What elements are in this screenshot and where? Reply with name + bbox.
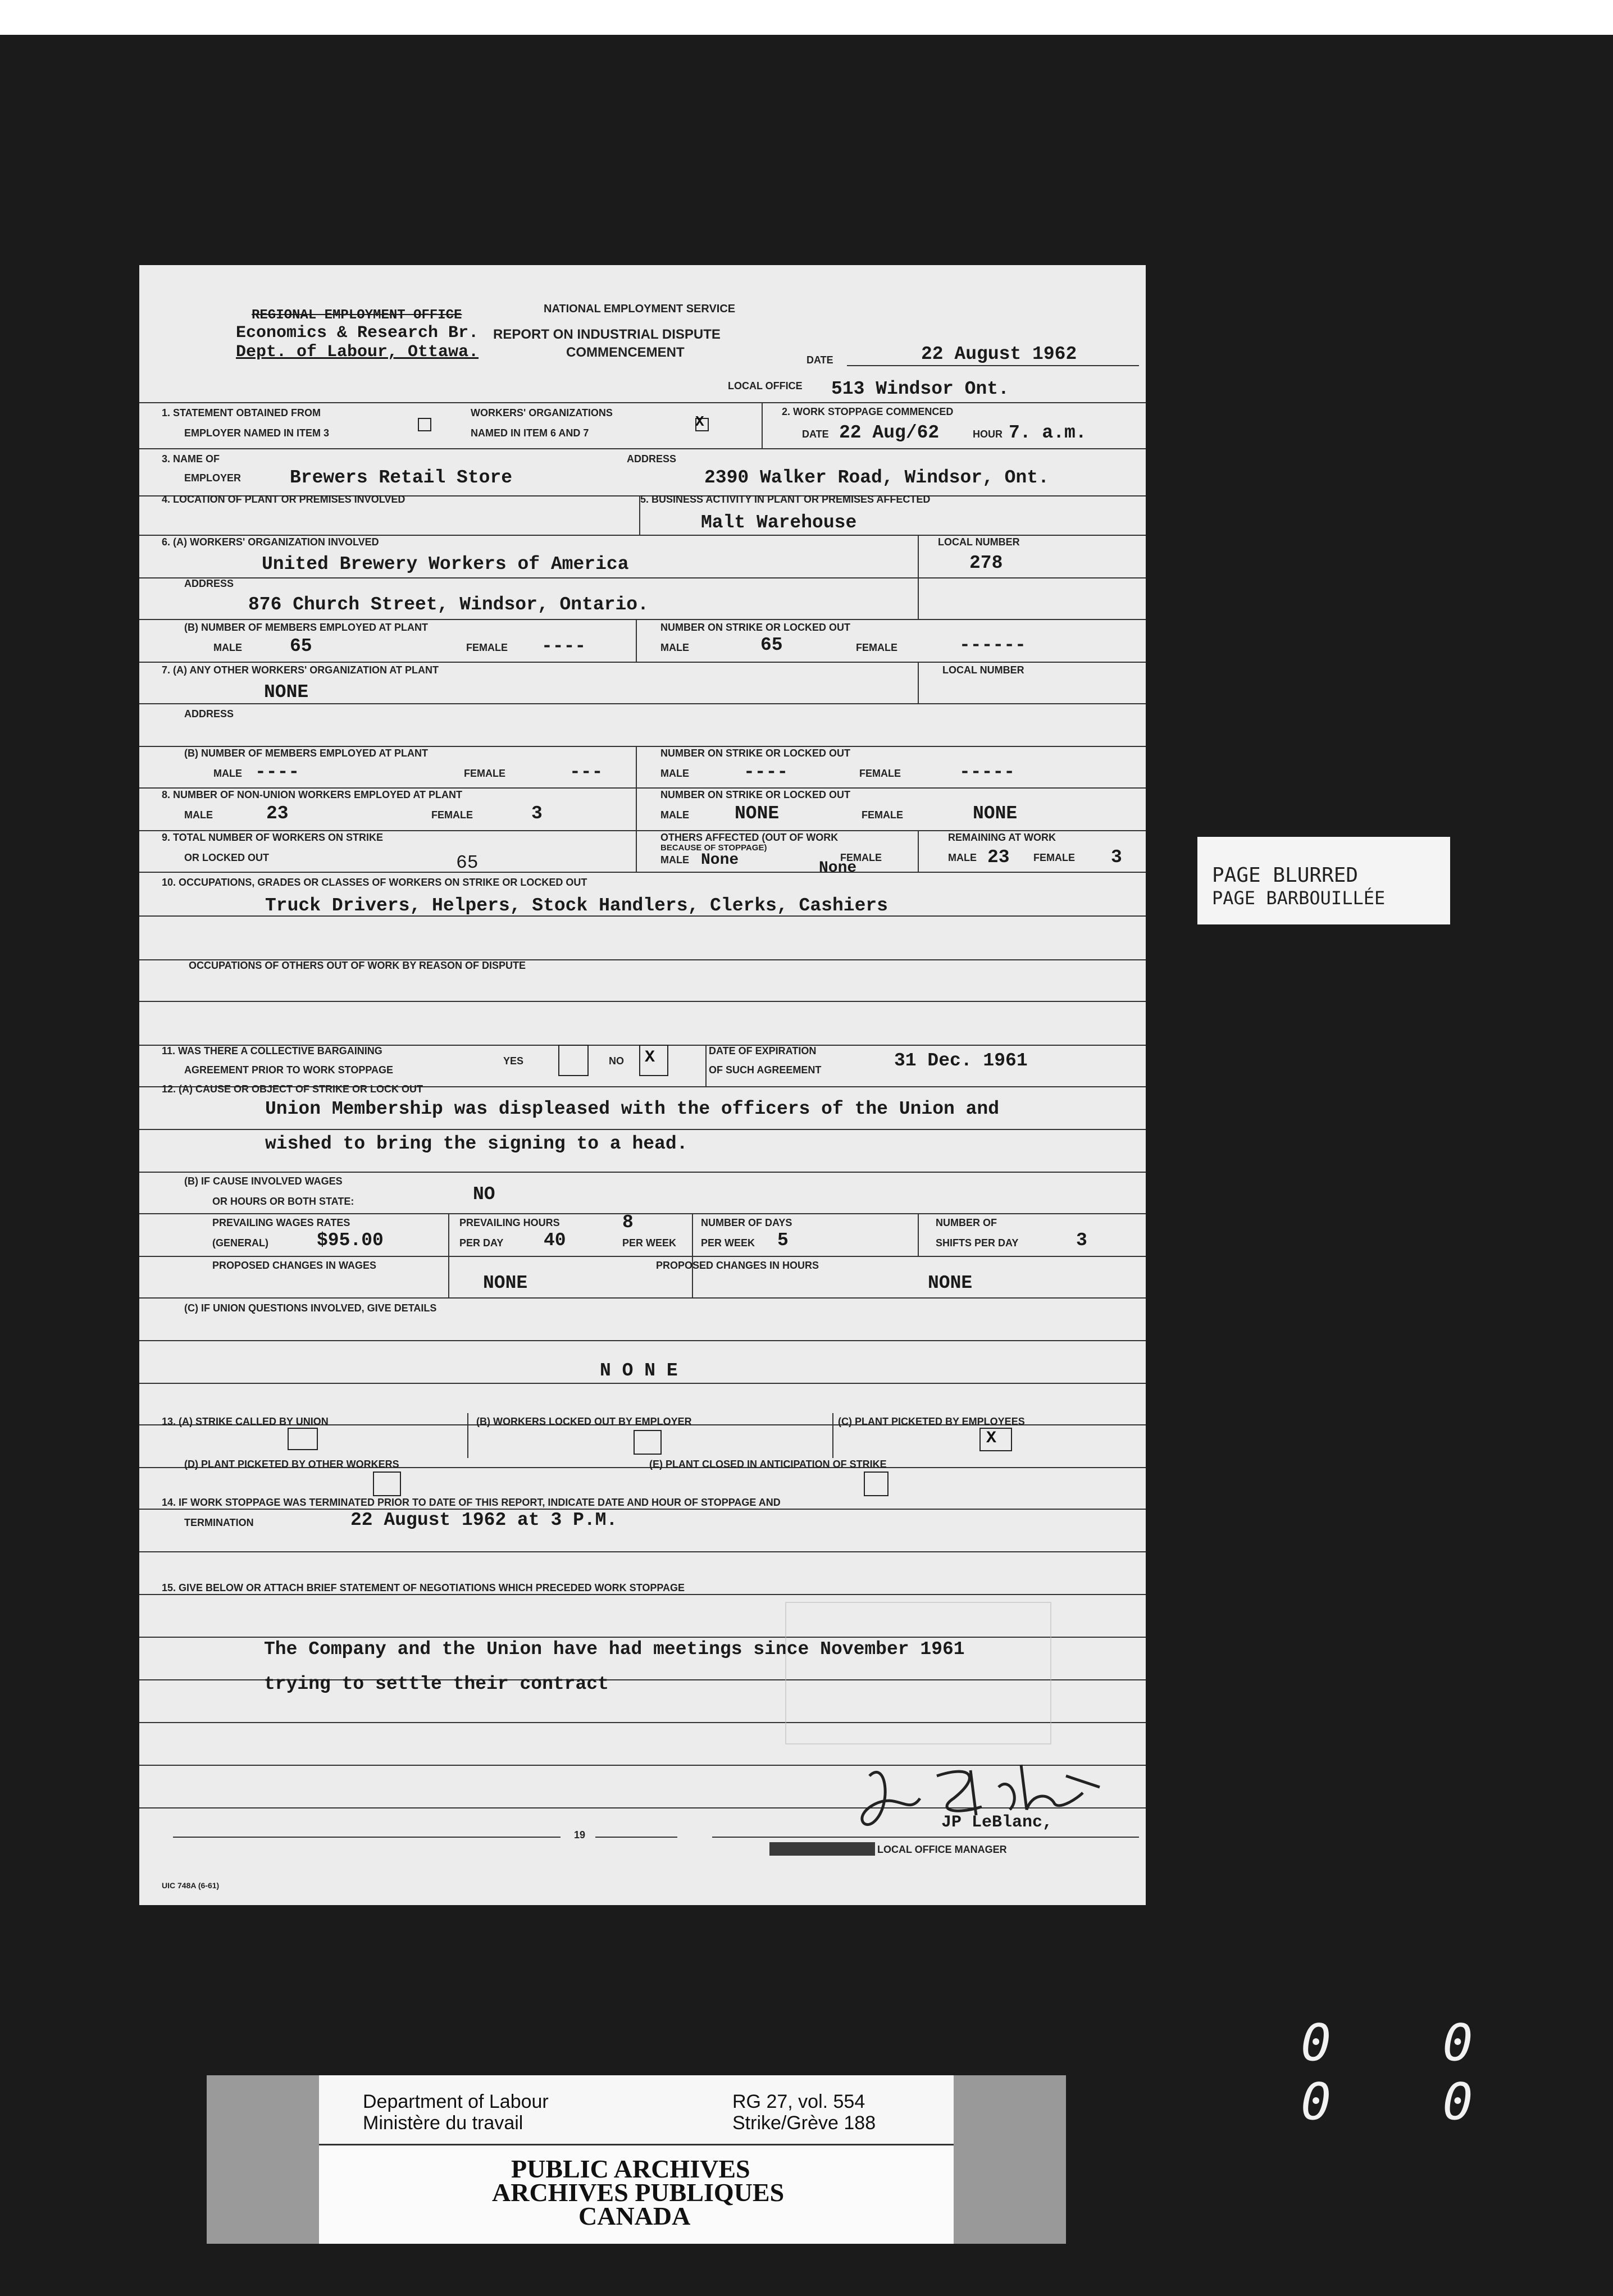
item7-strike-male-value: ---- <box>744 762 789 782</box>
negotiations-line2: trying to settle their contract <box>264 1674 609 1694</box>
item13a-label: 13. (A) STRIKE CALLED BY UNION <box>162 1416 329 1427</box>
workers-org-check-mark: X <box>695 413 704 430</box>
wages-label: PREVAILING WAGES RATES <box>212 1217 350 1228</box>
item14-label: 14. IF WORK STOPPAGE WAS TERMINATED PRIOR TO DATE OF THIS REPORT, INDICATE DATE AND HOUR OF STOPPAGE AND <box>162 1497 781 1508</box>
item6-strike-label: NUMBER ON STRIKE OR LOCKED OUT <box>660 622 851 633</box>
business-activity-value: Malt Warehouse <box>701 512 857 533</box>
archive-label <box>207 2075 1066 2244</box>
item13b-label: (B) WORKERS LOCKED OUT BY EMPLOYER <box>476 1416 692 1427</box>
strike-female-value: ------ <box>959 635 1026 655</box>
members-male-value: 65 <box>290 636 312 657</box>
item5-label: 5. BUSINESS ACTIVITY IN PLANT OR PREMISES AFFECTED <box>640 494 931 505</box>
item6-male-label: MALE <box>213 642 242 653</box>
item6-female-label: FEMALE <box>466 642 508 653</box>
hours-per-day-value: 8 <box>622 1212 634 1233</box>
item13d-label: (D) PLANT PICKETED BY OTHER WORKERS <box>184 1459 399 1470</box>
wages-involved-value: NO <box>473 1184 495 1205</box>
per-day-label: PER DAY <box>459 1237 504 1249</box>
employer-address-value: 2390 Walker Road, Windsor, Ont. <box>704 467 1049 488</box>
item3-label: 3. NAME OF <box>162 453 220 464</box>
strike-called-checkbox[interactable] <box>288 1428 318 1450</box>
item7-label: 7. (A) ANY OTHER WORKERS' ORGANIZATION AT PLANT <box>162 664 439 676</box>
expiry-sub-label: OF SUCH AGREEMENT <box>709 1064 822 1076</box>
date-label: DATE <box>806 354 833 366</box>
changes-wages-label: PROPOSED CHANGES IN WAGES <box>212 1260 377 1271</box>
days-per-week-label: PER WEEK <box>701 1237 755 1249</box>
changes-hours-label: PROPOSED CHANGES IN HOURS <box>656 1260 819 1271</box>
archive-country: CANADA <box>578 2202 691 2230</box>
item12c-label: (C) IF UNION QUESTIONS INVOLVED, GIVE DETAILS <box>184 1302 437 1314</box>
item9-remaining-male-label: MALE <box>948 852 977 863</box>
item9-others-female-label: FEMALE <box>840 852 882 863</box>
employer-name-value: Brewers Retail Store <box>290 467 513 488</box>
negotiations-line1: The Company and the Union have had meetings since November 1961 <box>264 1639 965 1660</box>
no-check-mark: X <box>645 1048 655 1067</box>
strike-male-value: 65 <box>760 635 783 655</box>
branch-line1: Economics & Research Br. <box>236 324 479 343</box>
blur-notice-fr: PAGE BARBOUILLÉE <box>1212 887 1386 909</box>
item3-employer-label: EMPLOYER <box>184 472 242 484</box>
item14-termination-label: TERMINATION <box>184 1517 254 1528</box>
members-female-value: ---- <box>541 636 586 657</box>
others-male-value: None <box>701 851 739 869</box>
form-code: UIC 748A (6-61) <box>162 1881 220 1890</box>
item2-label: 2. WORK STOPPAGE COMMENCED <box>782 406 954 417</box>
item12-label: 12. (A) CAUSE OR OBJECT OF STRIKE OR LOCK OUT <box>162 1083 423 1095</box>
item11-label: 11. WAS THERE A COLLECTIVE BARGAINING <box>162 1045 382 1056</box>
total-strike-value: 65 <box>456 853 479 873</box>
item11-agreement-label: AGREEMENT PRIOR TO WORK STOPPAGE <box>184 1064 394 1076</box>
struck-office-name: REGIONAL EMPLOYMENT OFFICE <box>252 308 462 323</box>
local-office-label: LOCAL OFFICE <box>728 380 803 391</box>
other-org-value: NONE <box>264 682 309 703</box>
nonunion-strike-female-value: NONE <box>973 803 1018 824</box>
item4-label: 4. LOCATION OF PLANT OR PREMISES INVOLVED <box>162 494 405 505</box>
occupations-value: Truck Drivers, Helpers, Stock Handlers, Clerks, Cashiers <box>265 895 888 916</box>
blur-notice-en: PAGE BLURRED <box>1212 864 1359 887</box>
local-number-value: 278 <box>969 553 1003 573</box>
item1-employer-label: EMPLOYER NAMED IN ITEM 3 <box>184 427 330 439</box>
expiry-date-value: 31 Dec. 1961 <box>894 1050 1028 1071</box>
plant-closed-checkbox[interactable] <box>864 1472 888 1496</box>
item7-male-value: ---- <box>255 762 300 782</box>
picketed-others-checkbox[interactable] <box>373 1472 401 1496</box>
item1-workers-label: WORKERS' ORGANIZATIONS <box>471 407 613 418</box>
stoppage-hour-value: 7. a.m. <box>1009 422 1087 443</box>
agency-name: NATIONAL EMPLOYMENT SERVICE <box>544 303 736 315</box>
manager-label: LOCAL OFFICE MANAGER <box>877 1844 1007 1855</box>
yes-checkbox[interactable] <box>558 1045 589 1076</box>
received-stamp <box>785 1602 1051 1744</box>
item8-male-label: MALE <box>184 809 213 821</box>
item7-strike-female-label: FEMALE <box>859 768 901 779</box>
shifts-label: NUMBER OF <box>936 1217 997 1228</box>
cause-line1: Union Membership was displeased with the officers of the Union and <box>265 1099 1000 1119</box>
cause-line2: wished to bring the signing to a head. <box>265 1133 688 1154</box>
nonunion-female-value: 3 <box>531 803 543 824</box>
item12b-label: (B) IF CAUSE INVOLVED WAGES <box>184 1176 343 1187</box>
hours-label: PREVAILING HOURS <box>459 1217 560 1228</box>
per-week-label: PER WEEK <box>622 1237 677 1249</box>
item10-label: 10. OCCUPATIONS, GRADES OR CLASSES OF WORKERS ON STRIKE OR LOCKED OUT <box>162 877 587 888</box>
item8-strike-label: NUMBER ON STRIKE OR LOCKED OUT <box>660 789 851 800</box>
item8-female-label: FEMALE <box>431 809 473 821</box>
item9-others-male-label: MALE <box>660 854 689 865</box>
workers-org-address-value: 876 Church Street, Windsor, Ontario. <box>248 594 649 615</box>
date-value: 22 August 1962 <box>921 344 1077 365</box>
remaining-female-value: 3 <box>1111 847 1122 868</box>
item8-label: 8. NUMBER OF NON-UNION WORKERS EMPLOYED AT PLANT <box>162 789 462 800</box>
dept-french: Ministère du travail <box>363 2112 523 2134</box>
item12b-sub-label: OR HOURS OR BOTH STATE: <box>212 1196 354 1207</box>
item13e-label: (E) PLANT CLOSED IN ANTICIPATION OF STRIKE <box>649 1459 887 1470</box>
item9-label: 9. TOTAL NUMBER OF WORKERS ON STRIKE <box>162 832 384 843</box>
shifts-value: 3 <box>1076 1230 1087 1251</box>
stoppage-date-value: 22 Aug/62 <box>839 422 940 443</box>
picketed-employees-mark: X <box>986 1429 997 1448</box>
item7-address-label: ADDRESS <box>184 708 234 719</box>
strike-number: Strike/Grève 188 <box>732 2112 876 2134</box>
item7-female-value: --- <box>569 762 603 782</box>
item3-address-label: ADDRESS <box>627 453 677 464</box>
no-label: NO <box>609 1055 624 1067</box>
year-prefix: 19 <box>574 1829 586 1841</box>
employer-checkbox[interactable] <box>418 418 431 431</box>
wages-value: $95.00 <box>317 1230 384 1251</box>
branch-line2: Dept. of Labour, Ottawa. <box>236 343 479 362</box>
page-blurred-notice <box>1197 837 1450 924</box>
item7-male-label: MALE <box>213 768 242 779</box>
item7-strike-male-label: MALE <box>660 768 689 779</box>
remaining-male-value: 23 <box>987 847 1010 868</box>
item2-hour-label: HOUR <box>973 429 1003 440</box>
archive-name-fr: ARCHIVES PUBLIQUES <box>492 2178 785 2207</box>
days-value: 5 <box>777 1230 789 1251</box>
item9-remaining-label: REMAINING AT WORK <box>948 832 1056 843</box>
item8-strike-female-label: FEMALE <box>862 809 903 821</box>
union-questions-value: N O N E <box>600 1360 678 1381</box>
item13c-label: (C) PLANT PICKETED BY EMPLOYEES <box>838 1416 1025 1427</box>
item1-label: 1. STATEMENT OBTAINED FROM <box>162 407 321 418</box>
item9-others-label: OTHERS AFFECTED (OUT OF WORK <box>660 832 839 843</box>
item9-others-sub-label: BECAUSE OF STOPPAGE) <box>660 843 767 853</box>
frame-number: 0 0 0 0 <box>1301 2013 1514 2131</box>
item7-female-label: FEMALE <box>464 768 505 779</box>
wages-general-label: (GENERAL) <box>212 1237 268 1249</box>
archive-name-en: PUBLIC ARCHIVES <box>511 2154 750 2183</box>
expiry-label: DATE OF EXPIRATION <box>709 1045 817 1056</box>
dispute-report-form <box>139 265 1146 1905</box>
top-border <box>0 0 1613 35</box>
yes-label: YES <box>503 1055 524 1067</box>
signer-name: JP LeBlanc, <box>941 1813 1053 1832</box>
item1-workers-item-label: NAMED IN ITEM 6 AND 7 <box>471 427 589 439</box>
item7-local-label: LOCAL NUMBER <box>942 664 1024 676</box>
local-office-value: 513 Windsor Ont. <box>831 379 1009 399</box>
item6-local-label: LOCAL NUMBER <box>938 536 1020 548</box>
item6-address-label: ADDRESS <box>184 578 234 589</box>
item6-members-label: (B) NUMBER OF MEMBERS EMPLOYED AT PLANT <box>184 622 428 633</box>
item15-label: 15. GIVE BELOW OR ATTACH BRIEF STATEMENT OF NEGOTIATIONS WHICH PRECEDED WORK STOPPAGE <box>162 1582 685 1593</box>
item7-strike-female-value: ----- <box>959 762 1015 782</box>
record-group: RG 27, vol. 554 <box>732 2091 865 2112</box>
item8-strike-male-label: MALE <box>660 809 689 821</box>
item7-members-label: (B) NUMBER OF MEMBERS EMPLOYED AT PLANT <box>184 748 428 759</box>
item10-others-label: OCCUPATIONS OF OTHERS OUT OF WORK BY REASON OF DISPUTE <box>189 960 526 971</box>
item2-date-label: DATE <box>802 429 829 440</box>
locked-out-checkbox[interactable] <box>634 1430 662 1455</box>
termination-value: 22 August 1962 at 3 P.M. <box>350 1510 618 1530</box>
workers-org-value: United Brewery Workers of America <box>262 554 629 575</box>
nonunion-male-value: 23 <box>266 803 289 824</box>
item9-remaining-female-label: FEMALE <box>1033 852 1075 863</box>
item6-label: 6. (A) WORKERS' ORGANIZATION INVOLVED <box>162 536 379 548</box>
form-subtitle: COMMENCEMENT <box>566 345 685 360</box>
item7-strike-label: NUMBER ON STRIKE OR LOCKED OUT <box>660 748 851 759</box>
item9-locked-label: OR LOCKED OUT <box>184 852 269 863</box>
hours-per-week-value: 40 <box>544 1230 566 1251</box>
item6-strike-female-label: FEMALE <box>856 642 897 653</box>
changes-hours-value: NONE <box>928 1273 973 1293</box>
nonunion-strike-male-value: NONE <box>735 803 780 824</box>
item6-strike-male-label: MALE <box>660 642 689 653</box>
shifts-per-day-label: SHIFTS PER DAY <box>936 1237 1019 1249</box>
dept-english: Department of Labour <box>363 2091 549 2112</box>
days-label: NUMBER OF DAYS <box>701 1217 792 1228</box>
others-female-value: None <box>819 859 857 877</box>
redacted-title <box>769 1842 875 1856</box>
changes-wages-value: NONE <box>483 1273 528 1293</box>
form-title: REPORT ON INDUSTRIAL DISPUTE <box>493 327 721 342</box>
